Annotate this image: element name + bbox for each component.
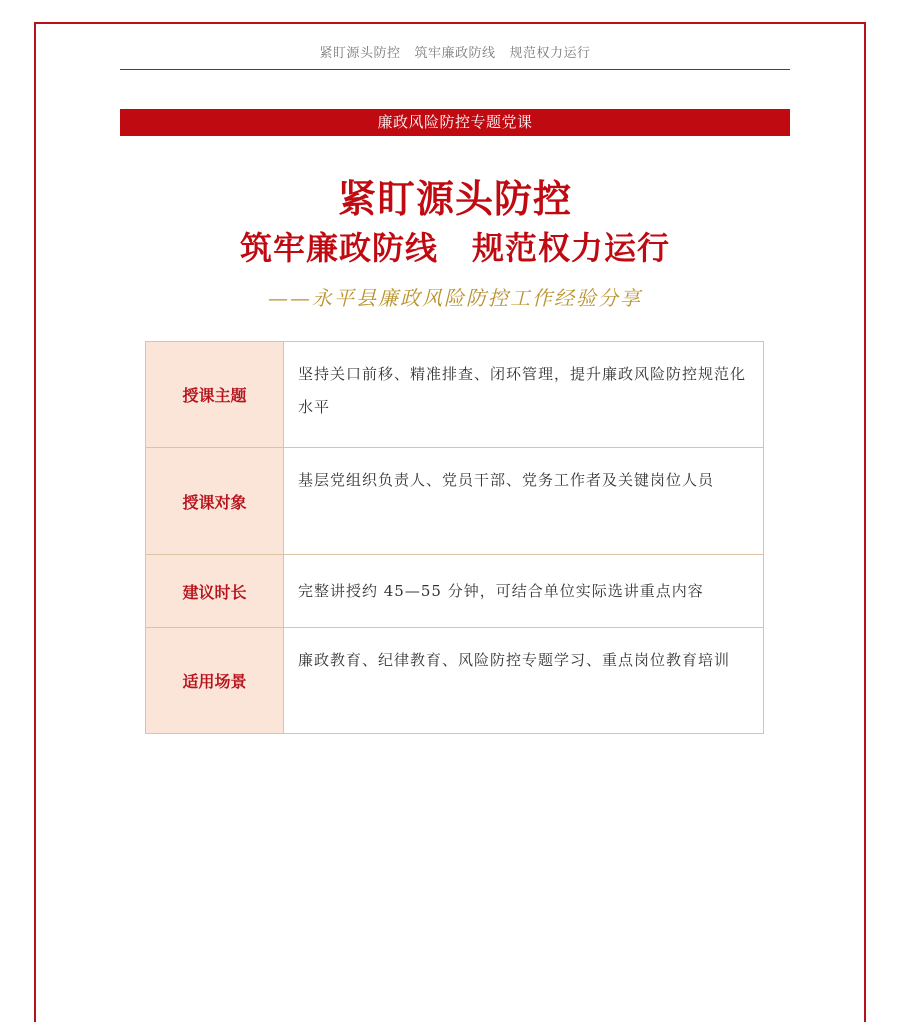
table-row: [146, 342, 763, 447]
table-row: [146, 554, 763, 627]
page-title: 紧盯源头防控: [337, 177, 572, 221]
row-label-topic: 授课主题: [146, 342, 284, 447]
subtitle-right: 规范权力运行: [472, 229, 671, 267]
running-header-part2: 筑牢廉政防线: [414, 46, 496, 61]
row-label-scenario: 适用场景: [146, 628, 284, 733]
row-value-topic: 坚持关口前移、精准排查、闭环管理，提升廉政风险防控规范化水平: [298, 365, 747, 416]
page-subtitle: [120, 226, 790, 270]
table-row: [146, 627, 763, 733]
course-info-table: [145, 341, 764, 734]
row-value-duration: 完整讲授约 45—55 分钟，可结合单位实际选讲重点内容: [298, 581, 704, 600]
running-header-part1: 紧盯源头防控: [319, 46, 401, 61]
subtitle-left: 筑牢廉政防线: [239, 229, 438, 267]
running-header: [120, 42, 790, 61]
row-value-scenario: 廉政教育、纪律教育、风险防控专题学习、重点岗位教育培训: [298, 651, 731, 669]
header-divider: [120, 69, 790, 70]
row-value-audience: 基层党组织负责人、党员干部、党务工作者及关键岗位人员: [298, 471, 715, 489]
table-row: [146, 447, 763, 554]
running-header-part3: 规范权力运行: [509, 46, 591, 61]
row-label-audience: 授课对象: [146, 448, 284, 554]
row-label-duration: 建议时长: [146, 555, 284, 627]
page-tagline: ——永平县廉政风险防控工作经验分享: [268, 286, 642, 310]
section-banner: 廉政风险防控专题党课: [120, 109, 790, 136]
